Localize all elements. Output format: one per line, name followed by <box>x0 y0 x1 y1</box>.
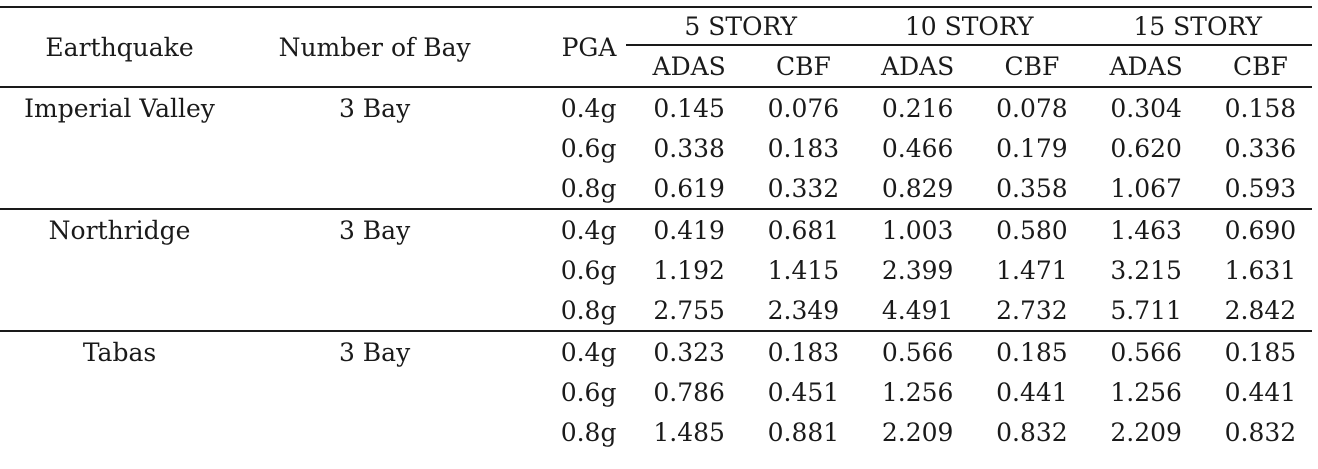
value-cell: 0.185 <box>1209 331 1312 372</box>
header-pga: PGA <box>502 7 626 87</box>
value-cell: 0.832 <box>1224 417 1297 447</box>
value-cell: 0.185 <box>980 331 1083 372</box>
pga-cell: 0.4g <box>502 331 626 372</box>
value-cell: 0.681 <box>752 209 855 250</box>
value-cell: 1.256 <box>1110 377 1182 407</box>
value-cell: 0.078 <box>980 87 1083 128</box>
value-cell: 0.580 <box>980 209 1083 250</box>
empty-cell <box>0 128 247 168</box>
empty-cell <box>0 372 247 412</box>
value-cell: 0.332 <box>767 173 840 203</box>
value-cell: 0.336 <box>1224 133 1297 163</box>
empty-cell <box>247 128 502 168</box>
bay-cell: 3 Bay <box>247 209 502 250</box>
header-earthquake: Earthquake <box>0 7 247 87</box>
header-subcol: ADAS <box>881 51 955 81</box>
value-cell: 2.842 <box>1224 295 1297 325</box>
value-cell: 0.619 <box>653 173 725 203</box>
value-cell: 0.419 <box>626 209 751 250</box>
pga-cell: 0.6g <box>560 377 617 407</box>
earthquake-cell: Northridge <box>0 209 247 250</box>
pga-cell: 0.8g <box>560 173 617 203</box>
value-cell: 0.593 <box>1224 173 1297 203</box>
table-row <box>0 372 1312 412</box>
value-cell: 0.323 <box>626 331 751 372</box>
header-row-groups <box>0 7 1312 45</box>
value-cell: 0.832 <box>996 417 1068 447</box>
empty-cell <box>0 290 247 331</box>
pga-cell: 0.6g <box>560 133 617 163</box>
earthquake-cell: Imperial Valley <box>0 87 247 128</box>
empty-cell <box>0 250 247 290</box>
value-cell: 3.215 <box>1110 255 1182 285</box>
empty-cell <box>247 250 502 290</box>
table-row <box>0 412 1312 452</box>
table-row <box>0 331 1312 372</box>
value-cell: 0.881 <box>767 417 840 447</box>
value-cell: 0.338 <box>653 133 725 163</box>
value-cell: 0.620 <box>1110 133 1182 163</box>
value-cell: 0.441 <box>1224 377 1297 407</box>
empty-cell <box>247 372 502 412</box>
value-cell: 0.451 <box>767 377 840 407</box>
table-row <box>0 290 1312 331</box>
value-cell: 5.711 <box>1110 295 1182 325</box>
empty-cell <box>247 412 502 452</box>
value-cell: 0.358 <box>996 173 1068 203</box>
table-body <box>0 87 1312 452</box>
value-cell: 0.145 <box>626 87 751 128</box>
value-cell: 1.415 <box>767 255 840 285</box>
pga-cell: 0.4g <box>502 209 626 250</box>
empty-cell <box>247 290 502 331</box>
value-cell: 0.179 <box>996 133 1068 163</box>
value-cell: 1.463 <box>1083 209 1208 250</box>
empty-cell <box>0 168 247 209</box>
bay-cell: 3 Bay <box>247 87 502 128</box>
pga-cell: 0.8g <box>560 417 617 447</box>
earthquake-cell: Tabas <box>0 331 247 372</box>
value-cell: 0.076 <box>752 87 855 128</box>
value-cell: 0.690 <box>1209 209 1312 250</box>
header-group-5-story: 5 STORY <box>626 7 854 45</box>
value-cell: 0.183 <box>767 133 840 163</box>
value-cell: 1.471 <box>996 255 1068 285</box>
table-row <box>0 87 1312 128</box>
value-cell: 0.158 <box>1209 87 1312 128</box>
table-row <box>0 128 1312 168</box>
empty-cell <box>247 168 502 209</box>
header-group-15-story: 15 STORY <box>1083 7 1312 45</box>
value-cell: 0.466 <box>881 133 954 163</box>
value-cell: 2.349 <box>767 295 840 325</box>
value-cell: 2.732 <box>996 295 1068 325</box>
value-cell: 2.209 <box>1110 417 1182 447</box>
value-cell: 1.003 <box>855 209 980 250</box>
value-cell: 2.755 <box>653 295 725 325</box>
value-cell: 0.441 <box>996 377 1068 407</box>
pga-cell: 0.6g <box>560 255 617 285</box>
results-table <box>0 6 1312 452</box>
value-cell: 0.786 <box>653 377 725 407</box>
value-cell: 4.491 <box>881 295 954 325</box>
value-cell: 2.399 <box>881 255 954 285</box>
pga-cell: 0.4g <box>502 87 626 128</box>
value-cell: 1.631 <box>1224 255 1297 285</box>
header-subcol: ADAS <box>652 51 726 81</box>
header-group-10-story: 10 STORY <box>855 7 1083 45</box>
value-cell: 0.304 <box>1083 87 1208 128</box>
header-subcol: CBF <box>775 51 831 81</box>
value-cell: 1.067 <box>1110 173 1182 203</box>
table-row <box>0 250 1312 290</box>
value-cell: 0.566 <box>1083 331 1208 372</box>
value-cell: 2.209 <box>881 417 954 447</box>
empty-cell <box>0 412 247 452</box>
header-subcol: ADAS <box>1109 51 1183 81</box>
value-cell: 1.256 <box>881 377 954 407</box>
table-row <box>0 168 1312 209</box>
value-cell: 1.192 <box>653 255 725 285</box>
bay-cell: 3 Bay <box>247 331 502 372</box>
value-cell: 0.216 <box>855 87 980 128</box>
pga-cell: 0.8g <box>560 295 617 325</box>
value-cell: 0.566 <box>855 331 980 372</box>
table-row <box>0 209 1312 250</box>
value-cell: 1.485 <box>653 417 725 447</box>
header-number-of-bay: Number of Bay <box>247 7 502 87</box>
value-cell: 0.183 <box>752 331 855 372</box>
header-subcol: CBF <box>1004 51 1060 81</box>
header-subcol: CBF <box>1232 51 1288 81</box>
value-cell: 0.829 <box>881 173 954 203</box>
